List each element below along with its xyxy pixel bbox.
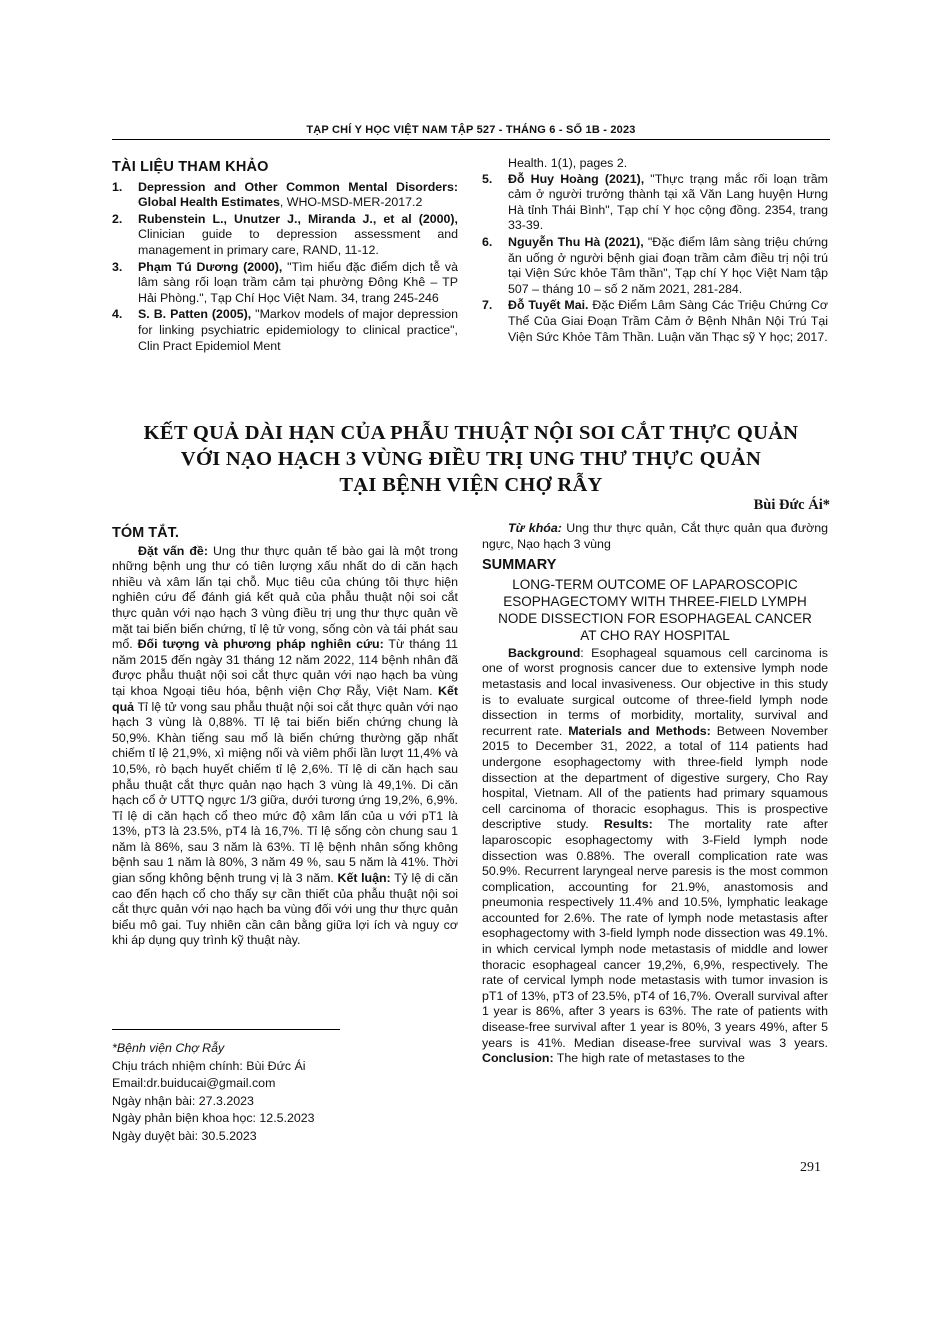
reference-item: 5. Đỗ Huy Hoàng (2021), "Thực trạng mắc rối loạn trầm cảm ở người trưởng thành tại xã Văn Lang huyện Hưng Hà tỉnh Thái Bình", Tạp chí Y học cộng đồng. 2354, trang 33-39. [482,171,828,233]
article-title [112,420,830,498]
summary-title-line: NODE DISSECTION FOR ESOPHAGEAL CANCER [498,610,812,626]
reference-item: 1. Depression and Other Common Mental Disorders: Global Health Estimates, WHO-MSD-MER-2017.2 [112,179,458,210]
footnote-divider [112,1029,340,1030]
abstract-paragraph: Đặt vấn đề: Ung thư thực quản tế bào gai là một trong những bệnh ung thư có tiên lượng xấu nhất do di căn hạch nhiều và xâm lấn tại chỗ. Mục tiêu của chúng tôi thực hiện nghiên cứu để đánh giá kết quả của phẫu thuật nội soi cắt thực quản với nạo hạch 3 vùng điều trị ung thư thực quản về mặt tai biến biến chứng, tỉ lệ tử vong, sống còn và tái phát sau mổ. Đối tượng và phương pháp nghiên cứu: Từ tháng 11 năm 2015 đến ngày 31 tháng 12 năm 2022, 114 bệnh nhân đã được phẫu thuật nội soi cắt thực quản với nạo hạch ba vùng tại khoa Ngoại tiêu hóa, bệnh viện Chợ Rẫy, Việt Nam. Kết quả Tỉ lệ tử vong sau phẫu thuật nội soi cắt thực quản với nạo hạch 3 vùng là 0,88%. Tỉ lệ tai biến biến chứng chung là 50,9%. Khàn tiếng sau mổ là biến chứng thường gặp nhất chiếm tỉ lệ 21,9%, xì miệng nối và viêm phổi lần lượt 11,4% và 10,5%, rò bạch huyết chiếm tỉ lệ 2,6%. Tỉ lệ di căn hạch sau phẫu thuật cắt thực quản nạo hạch 3 vùng là 49,1%. Di căn hạch cổ ở UTTQ ngực 1/3 giữa, dưới tương ứng 19,2%, 6,9%. Tỉ lệ di căn hạch cổ theo mức độ xâm lấn của u với pT1 là 13%, pT3 là 23.5%, pT4 là 16,7%. Tỉ lệ sống còn chung sau 1 năm là 86%, sau 3 năm là 63%. Tỉ lệ bệnh nhân sống không bệnh sau 1 năm là 80%, 3 năm 49 %, sau 5 năm là 41%. Thời gian sống không bệnh trung vị là 3 năm. Kết luận: Tỷ lệ di căn cao đến hạch cổ cho thấy sự cần thiết của phẫu thuật nội soi cắt thực quản với nạo hạch ba vùng đối với ung thư thực quản biểu mô gai. Tuy nhiên cần cân bằng giữa lợi ích và nguy cơ khi áp dụng quy trình kỹ thuật này. [112,543,458,948]
references-title: TÀI LIỆU THAM KHẢO [112,159,269,175]
article-title-line: TẠI BỆNH VIỆN CHỢ RẪY [339,474,603,496]
references-list-right [482,172,828,346]
footnote-accepted: Ngày duyệt bài: 30.5.2023 [112,1128,257,1143]
references-left-column [112,160,458,355]
footnote-reviewed: Ngày phản biện khoa học: 12.5.2023 [112,1111,315,1125]
abstract-vietnamese [112,526,458,949]
journal-header: TẠP CHÍ Y HỌC VIỆT NAM TẬP 527 - THÁNG 6 - SỐ 1B - 2023 [306,124,636,136]
summary-paragraph: Background: Esophageal squamous cell carcinoma is one of worst prognosis cancer due to extensive lymph node metastasis and local invasiveness. Our objective in this study is to evaluate surgical outcome of three-field lymph node dissection in terms of morbidity, mortality, survival and recurrent rate. Materials and Methods: Between November 2015 to December 31, 2022, a total of 114 patients had undergone esophagectomy with three-field lymph node dissection at the department of digestive surgery, Cho Ray hospital, Vietnam. All of the patients had primary squamous cell carcinoma of thoracic esophagus. This is prospective descriptive study. Results: The mortality rate after laparoscopic esophagectomy with 3-Field lymph node dissection was 0.88%. The overall complication rate was 50.9%. Recurrent laryngeal nerve paresis is the most common complication, accounting for 21.9%, anastomosis and pneumonia respectively 11.4% and 10.5%, lymphatic leakage accounted for 2.6%. The rate of lymph node metastasis after esophagectomy with 3-field lymph node dissection was 49.1%. in which cervical lymph node metastasis of middle and lower thoracic esophageal cancer 19,2%, 6,9%, respectively. The rate of cervical lymph node metastasis with tumor invasion is pT1 of 13%, pT3 of 23.5%, pT4 of 16,7%. Overall survival after 1 year is 86%, after 3 years is 63%. The rate of patients with disease-free survival after 1 year is 80%, 3 years 49%, after 5 years is 41%. Median disease-free survival was 3 years. Conclusion: The high rate of metastases to the [482,645,828,1066]
summary-article-title [482,576,828,644]
reference-item: 2. Rubenstein L., Unutzer J., Miranda J., et al (2000), Clinician guide to depression assessment and management in primary care, RAND, 11-12. [112,211,458,257]
abstract-english [482,521,828,1067]
page-number: 291 [800,1160,821,1175]
summary-title-line: LONG-TERM OUTCOME OF LAPAROSCOPIC [512,576,798,592]
references-right-column [482,156,828,346]
abstract-heading: TÓM TẮT. [112,525,179,541]
summary-title-line: ESOPHAGECTOMY WITH THREE-FIELD LYMPH [503,593,807,609]
footnote-responsible: Chịu trách nhiệm chính: Bùi Đức Ái [112,1058,306,1073]
footnote-affiliation: *Bệnh viện Chợ Rẫy [112,1041,225,1055]
summary-title-line: AT CHO RAY HOSPITAL [580,627,730,643]
article-title-line: VỚI NẠO HẠCH 3 VÙNG ĐIỀU TRỊ UNG THƯ THỰC QUẢN [180,448,762,470]
keywords: Từ khóa: Ung thư thực quản, Cắt thực quản qua đường ngực, Nạo hạch 3 vùng [482,521,829,551]
header-divider [112,139,830,140]
footnote [112,1040,458,1145]
article-author: Bùi Đức Ái* [753,497,830,513]
footnote-email: Email:dr.buiducai@gmail.com [112,1076,276,1090]
reference-item: 4. S. B. Patten (2005), "Markov models of major depression for linking psychiatric epidemiology to clinical practice", Clin Pract Epidemiol Ment [112,307,458,353]
reference-item: 6. Nguyễn Thu Hà (2021), "Đặc điểm lâm sàng triệu chứng ăn uống ở người bệnh giai đoạn trầm cảm điều trị nội trú tại Viện Sức khỏe Tâm thần", Tạp chí Y học Việt Nam tập 507 – tháng 10 – số 2 năm 2021, 281-284. [482,234,828,296]
reference-continuation: Health. 1(1), pages 2. [508,156,628,170]
reference-item: 3. Phạm Tú Dương (2000), "Tìm hiểu đặc điểm dịch tễ và lâm sàng rối loạn trầm cảm tại phường Đông Khê – TP Hải Phòng.", Tạp Chí Học Việt Nam. 34, trang 245-246 [112,259,458,305]
summary-heading: SUMMARY [482,557,557,574]
article-title-line: KẾT QUẢ DÀI HẠN CỦA PHẪU THUẬT NỘI SOI CẮT THỰC QUẢN [143,422,799,444]
reference-item: 7. Đỗ Tuyết Mai. Đặc Điểm Lâm Sàng Các Triệu Chứng Cơ Thể Của Giai Đoạn Trầm Cảm ở Bệnh Nhân Nội Trú Tại Viện Sức Khỏe Tâm Thần. Luận văn Thạc sỹ Y học; 2017. [482,298,828,344]
references-list-left [112,180,458,355]
footnote-received: Ngày nhận bài: 27.3.2023 [112,1093,254,1108]
